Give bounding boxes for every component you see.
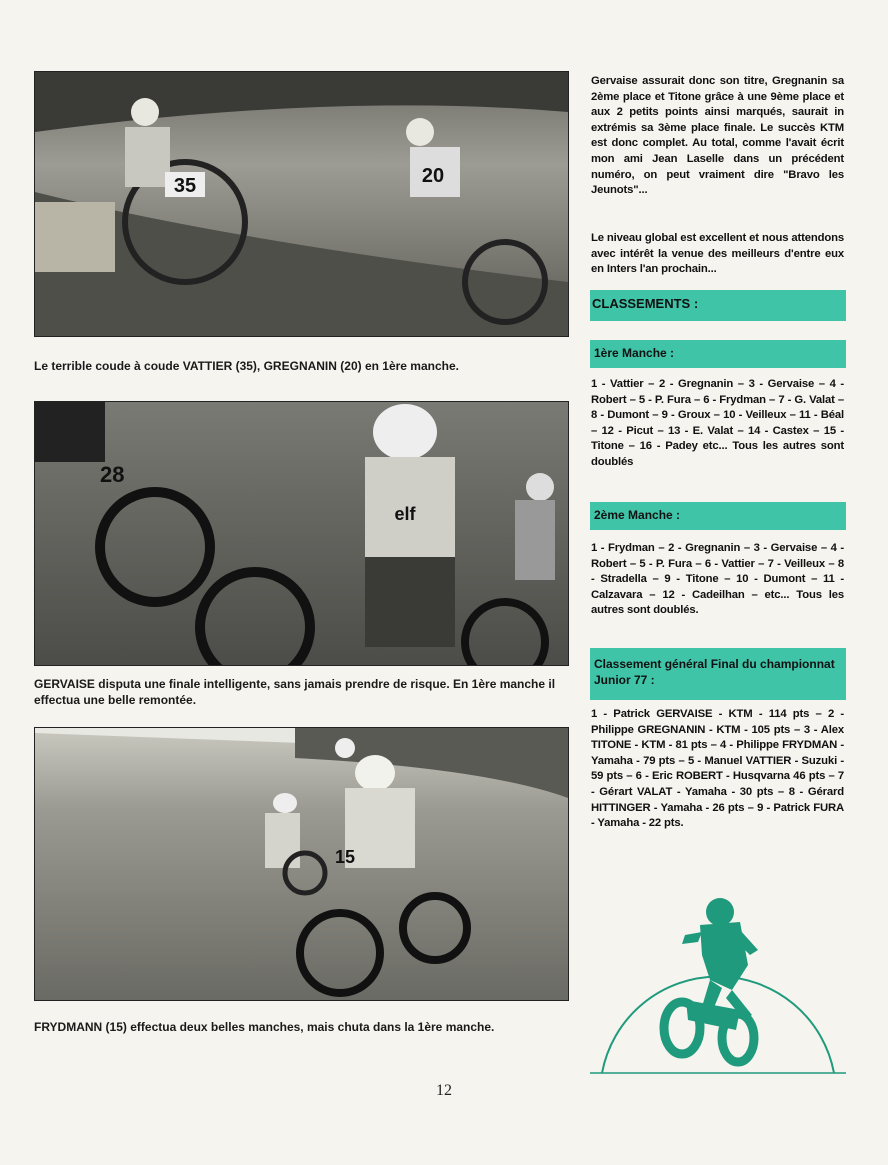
svg-text:15: 15 [335, 847, 356, 867]
classements-header: CLASSEMENTS : [590, 290, 846, 321]
photo-caption-2: GERVAISE disputa une finale intelligente, sans jamais prendre de risque. En 1ère manche il effectua une belle remontée. [34, 677, 556, 707]
photo-caption-1: Le terrible coude à coude VATTIER (35), GREGNANIN (20) en 1ère manche. [34, 359, 459, 373]
photo-vattier-gregnanin [34, 71, 569, 337]
intro-paragraph: Gervaise assurait donc son titre, Gregnanin sa 2ème place et Titone grâce à une 9ème place et aux 2 petits points ainsi marqués, saurait in extrémis sa 3ème place finale. Le succès KTM est donc complet. Au total, comme l'avait écrit mon ami Jean Laselle dans un précédent numéro, on peut vraiment dire "Bravo les Jeunots"... [591, 75, 844, 197]
motocross-rider-logo [590, 880, 846, 1080]
svg-text:28: 28 [100, 462, 125, 487]
svg-text:20: 20 [421, 165, 445, 187]
page-number: 12 [436, 1082, 452, 1099]
manche1-header: 1ère Manche : [590, 340, 846, 368]
photo-frydmann [34, 727, 569, 1001]
second-paragraph: Le niveau global est excellent et nous attendons avec intérêt la venue des meilleurs d'entre eux en Inters l'an prochain... [591, 232, 844, 276]
manche2-header: 2ème Manche : [590, 502, 846, 530]
manche2-results: 1 - Frydman – 2 - Gregnanin – 3 - Gervaise – 4 - Robert – 5 - P. Fura – 6 - Vattier – 7 - Veilleux – 8 - Stradella – 9 - Titone – 10 - Dumont – 11 - Calzavara – 12 - Cadeilhan – etc... Tous les autres sont doublés. [591, 542, 844, 617]
general-results: 1 - Patrick GERVAISE - KTM - 114 pts – 2 - Philippe GREGNANIN - KTM - 105 pts – 3 - Alex TITONE - KTM - 81 pts – 4 - Philippe FRYDMAN - Yamaha - 79 pts – 5 - Manuel VATTIER - Suzuki - 59 pts – 6 - Eric ROBERT - Husqvarna 46 pts – 7 - Gérart VALAT - Yamaha - 30 pts – 8 - Gérard HITTINGER - Yamaha - 26 pts – 9 - Patrick FURA - Yamaha - 22 pts. [591, 708, 844, 830]
svg-text:elf: elf [394, 504, 416, 524]
manche1-results: 1 - Vattier – 2 - Gregnanin – 3 - Gervaise – 4 - Robert – 5 - P. Fura – 6 - Frydman – 7 - G. Valat – 8 - Dumont – 9 - Groux – 10 - Veilleux – 11 - Béal – 12 - Picut – 13 - E. Valat – 14 - Castex – 15 - Titone – 16 - Padey etc... Tous les autres sont doublés [591, 378, 844, 468]
photo-caption-3: FRYDMANN (15) effectua deux belles manches, mais chuta dans la 1ère manche. [34, 1020, 495, 1034]
bib-number: 35 [173, 175, 197, 197]
general-header: Classement général Final du championnat Junior 77 : [590, 648, 846, 700]
photo-gervaise [34, 401, 569, 666]
